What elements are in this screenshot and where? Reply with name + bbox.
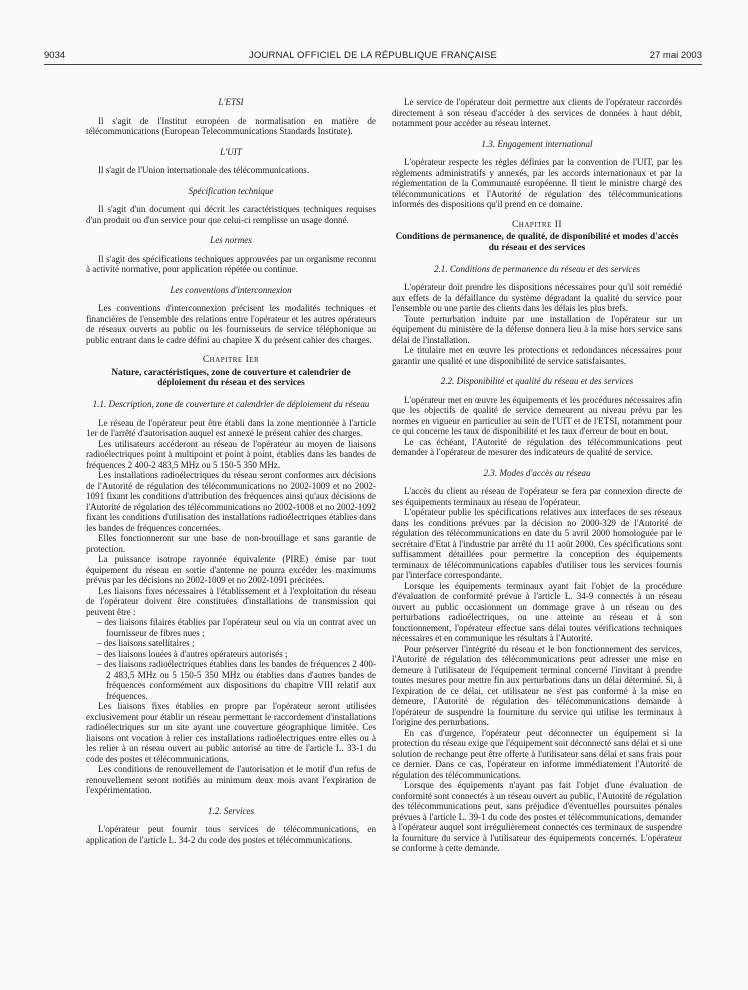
paragraph: L'opérateur doit prendre les dispositions nécessaires pour qu'il soit remédié aux effets de la défaillance du système dégradant la qualité du service pour l'ensemble ou une partie des clients dans les délais les plus brefs. bbox=[392, 282, 682, 314]
paragraph: Les utilisateurs accéderont au réseau de l'opérateur au moyen de liaisons radioélectriques point à multipoint et point à point, établies dans les bandes de fréquences 2 400-2 483,5 MHz ou 5 150-5 350 MHz. bbox=[86, 438, 376, 470]
paragraph: L'opérateur met en œuvre les équipements et les procédures nécessaires afin que les objectifs de qualité de service demeurent au niveau prévu par les normes en vigueur en particulier au sein de l'UIT et de l'ETSI, notamment pour ce qui concerne les taux de disponibilité et les taux d'erreur de bout en bout. bbox=[392, 394, 682, 437]
paragraph: Les liaisons fixes établies en propre par l'opérateur seront utilisées exclusivement pour établir un réseau permettant le raccordement d'installations radioélectriques sur un site ayant une couverture géographique limitée. Ces liaisons ont vocation à relier ces installations radioélectriques entre elles ou à les relier à un réseau ouvert au public autorisé au titre de l'article L. 33-1 du code des postes et télécommunications. bbox=[86, 701, 376, 764]
chapter-heading: Chapitre Ier bbox=[202, 355, 260, 365]
section-title: L'UIT bbox=[220, 146, 242, 157]
paragraph: Il s'agit des spécifications techniques approuvées par un organisme reconnu à activité normative, pour application répétée ou continue. bbox=[86, 253, 376, 274]
paragraph: L'opérateur publie les spécifications relatives aux interfaces de ses réseaux dans les conditions prévues par la décision no 2000-329 de l'Autorité de régulation des télécommunications en date du 5 avril 2000 homologuée par le secrétaire d'Etat à l'industrie par arrêté du 11 août 2000. Ces spécifications sont suffisamment détaillées pour permettre la conception des équipements terminaux de télécommunications capables d'utiliser tous les services fournis par l'interface correspondante. bbox=[392, 507, 682, 581]
paragraph: Elles fonctionneront sur une base de non-brouillage et sans garantie de protection. bbox=[86, 533, 376, 554]
paragraph: Il s'agit de l'Institut européen de normalisation en matière de télécommunications (European Telecommunications Standards Institute). bbox=[86, 115, 376, 136]
paragraph: Il s'agit de l'Union internationale des télécommunications. bbox=[98, 165, 310, 175]
page-header bbox=[44, 48, 702, 65]
section-title: 2.1. Conditions de permanence du réseau et des services bbox=[433, 263, 641, 274]
list-item: – des liaisons radioélectriques établies dans les bandes de fréquences 2 400-2 483,5 MHz ou 5 150-5 350 MHz ou établies dans d'autres bandes de fréquences conformément aux dispositions du chapitre VIII relatif aux fréquences. bbox=[97, 659, 376, 701]
paragraph: Le titulaire met en œuvre les protections et redondances nécessaires pour garantir une qualité et une disponibilité de service satisfaisantes. bbox=[392, 345, 682, 366]
paragraph: Le réseau de l'opérateur peut être établi dans la zone mentionnée à l'article 1er de l'arrêté d'autorisation auquel est annexé le présent cahier des charges. bbox=[86, 417, 376, 439]
section-title: 2.2. Disponibilité et qualité du réseau et des services bbox=[440, 376, 634, 387]
left-column bbox=[86, 97, 376, 982]
paragraph: Les conventions d'interconnexion précisent les modalités techniques et financières de l'ensemble des relations entre l'opérateur et les autres opérateurs de réseaux ouverts au public ou les fournisseurs de service téléphonique au public entrant dans le cadre défini au chapitre X du présent cahier des charges. bbox=[86, 303, 376, 345]
paragraph: Les liaisons fixes nécessaires à l'établissement et à l'exploitation du réseau de l'opérateur doivent être constituées d'installations de transmission qui peuvent être : bbox=[86, 585, 376, 617]
chapter-title: Conditions de permanence, de qualité, de disponibilité et modes d'accès du réseau et des services bbox=[395, 232, 679, 253]
chapter-title: Nature, caractéristiques, zone de couverture et calendrier de déploiement du réseau et des services bbox=[111, 367, 351, 389]
paragraph: Il s'agit d'un document qui décrit les caractéristiques techniques requises d'un produit ou d'un service pour que celui-ci remplisse un usage donné. bbox=[86, 204, 376, 225]
paragraph: Lorsque les équipements terminaux ayant fait l'objet de la procédure d'évaluation de conformité prévue à l'article L. 34-9 connectés à un réseau ouvert au public occasionnent un dommage grave à un réseau ou des perturbations radioélectriques, ou une atteinte au réseau et à son fonctionnement, l'opérateur effectue sans délai toutes vérifications techniques nécessaires et en communique les résultats à l'Autorité. bbox=[392, 580, 682, 644]
section-title: Les normes bbox=[210, 235, 252, 245]
paragraph: En cas d'urgence, l'opérateur peut déconnecter un équipement si la protection du réseau exige que l'équipement soit déconnecté sans délai et si une solution de rechange peut être offerte à l'utilisateur sans délai et sans frais pour ce dernier. Dans ce cas, l'opérateur en informe immédiatement l'Autorité de régulation des télécommunications. bbox=[392, 727, 682, 780]
page-number: 9034 bbox=[44, 50, 66, 61]
paragraph: Les installations radioélectriques du réseau seront conformes aux décisions de l'Autorité de régulation des télécommunications no 2002-1009 et no 2002-1091 fixant les conditions d'attribution des fréquences ainsi qu'aux décisions de l'Autorité de régulation des télécommunications no 2002-1008 et no 2002-1092 fixant les conditions d'utilisation des installations radioélectriques établies dans les bandes de fréquences concernées. bbox=[86, 470, 376, 533]
paragraph: Les conditions de renouvellement de l'autorisation et le motif d'un refus de renouvellement seront notifiés au minimum deux mois avant l'expiration de l'expérimentation. bbox=[86, 764, 376, 796]
paragraph: L'opérateur peut fournir tous services de télécommunications, en application de l'article L. 34-2 du code des postes et télécommunications. bbox=[86, 824, 376, 845]
section-title: 1.1. Description, zone de couverture et calendrier de déploiement du réseau bbox=[92, 399, 370, 410]
section-title: Les conventions d'interconnexion bbox=[170, 284, 292, 295]
list-item: – des liaisons satellitaires ; bbox=[97, 638, 195, 649]
section-title: 1.2. Services bbox=[207, 805, 255, 816]
paragraph: Lorsque des équipements n'ayant pas fait l'objet d'une évaluation de conformité sont connectés à un réseau ouvert au public, l'Autorité de régulation des télécommunications peut, sans préjudice d'éventuelles poursuites pénales prévues à l'article L. 39-1 du code des postes et télécommunications, demander à l'opérateur auquel sont irrégulièrement connectés ces terminaux de suspendre la fourniture du service à l'utilisateur des équipements concernés. L'opérateur se conforme à cette demande. bbox=[392, 780, 682, 854]
paragraph: Le cas échéant, l'Autorité de régulation des télécommunications peut demander à l'opérateur de mesurer des indicateurs de qualité de service. bbox=[392, 436, 682, 458]
list-item: – des liaisons filaires établies par l'opérateur seul ou via un contrat avec un fournisseur de fibres nues ; bbox=[97, 617, 376, 638]
paragraph: Le service de l'opérateur doit permettre aux clients de l'opérateur raccordés directement à son réseau d'accéder à des services de données à haut débit, notamment pour accéder au réseau internet. bbox=[392, 97, 682, 128]
section-title: L'ETSI bbox=[218, 97, 244, 107]
paragraph: La puissance isotrope rayonnée équivalente (PIRE) émise par tout équipement du réseau en sortie d'antenne ne pourra excéder les maximums prévus par les décisions no 2002-1009 et no 2002-1091 précitées. bbox=[86, 554, 376, 586]
right-column bbox=[392, 97, 682, 982]
section-title: Spécification technique bbox=[188, 185, 274, 196]
list-item: – des liaisons louées à d'autres opérateurs autorisés ; bbox=[97, 648, 288, 659]
section-title: 1.3. Engagement international bbox=[481, 138, 593, 149]
publication-date: 27 mai 2003 bbox=[649, 50, 702, 61]
paragraph: Toute perturbation induite par une installation de l'opérateur sur un équipement du ministère de la défense donnera lieu à la mise hors service sans délai de l'installation. bbox=[392, 313, 682, 345]
paragraph: Pour préserver l'intégrité du réseau et le bon fonctionnement des services, l'Autorité de régulation des télécommunications peut adresser une mise en demeure à l'utilisateur de l'équipement terminal concerné l'invitant à prendre toutes mesures pour mettre fin aux perturbations dans un délai déterminé. Si, à l'expiration de ce délai, cet utilisateur ne s'est pas conformé à la mise en demeure, l'Autorité de régulation des télécommunications demande à l'opérateur de suspendre la fourniture du service qui utilise les terminaux à l'origine des perturbations. bbox=[392, 643, 682, 728]
paragraph: L'opérateur respecte les règles définies par la convention de l'UIT, par les règlements administratifs y annexés, par les accords internationaux et par la réglementation de la Communauté européenne. Il tient le ministre chargé des télécommunications et l'Autorité de régulation des télécommunications informés des dispositions qu'il prend en ce domaine. bbox=[392, 157, 682, 209]
chapter-heading: Chapitre II bbox=[511, 219, 563, 230]
section-title: 2.3. Modes d'accès au réseau bbox=[483, 467, 591, 478]
journal-title: JOURNAL OFFICIEL DE LA RÉPUBLIQUE FRANÇAISE bbox=[248, 50, 498, 61]
paragraph: L'accès du client au réseau de l'opérateur se fera par connexion directe de ses équipements terminaux au réseau de l'opérateur. bbox=[392, 486, 682, 507]
